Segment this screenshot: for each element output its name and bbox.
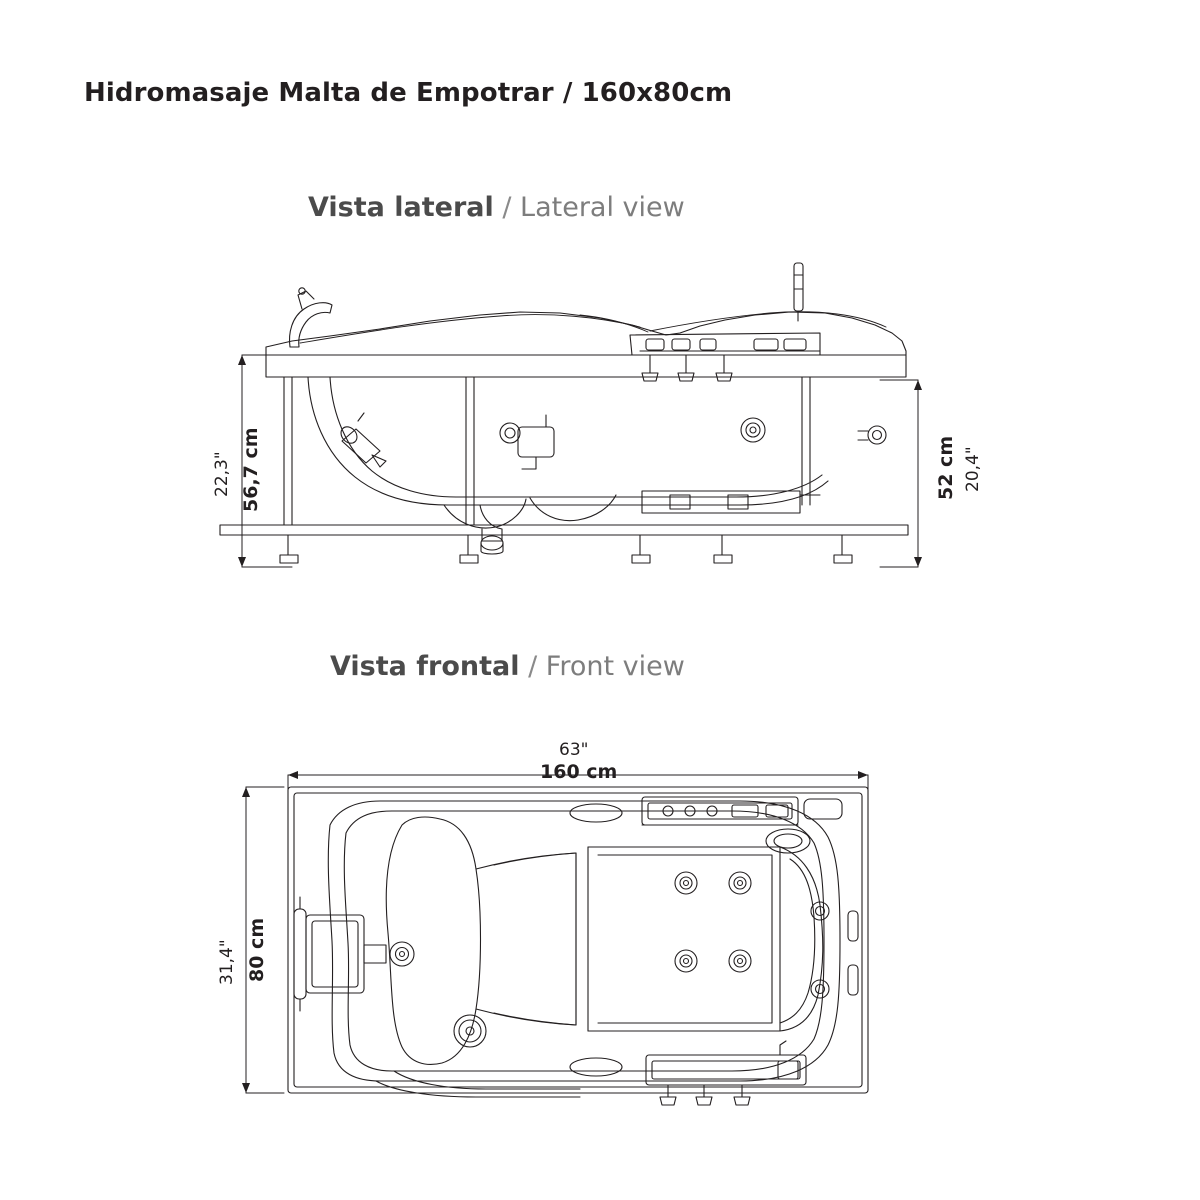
frontal-depth-label-inches: 31,4" bbox=[217, 939, 237, 985]
frontal-width-label-cm: 160 cm bbox=[540, 761, 618, 783]
lateral-height-label-cm: 56,7 cm bbox=[240, 427, 262, 512]
lateral-view-drawing bbox=[180, 255, 1020, 595]
side-fixture-left bbox=[294, 897, 414, 1011]
tub-footwell bbox=[780, 847, 823, 1031]
section-heading-lateral-separator: / bbox=[493, 192, 521, 223]
control-panel-bottom bbox=[570, 1041, 806, 1105]
tub-outer-outline bbox=[288, 787, 868, 1093]
tub-floor-panel bbox=[588, 847, 780, 1031]
air-blower bbox=[500, 415, 554, 469]
pump-motor bbox=[338, 413, 386, 467]
support-frame bbox=[220, 377, 908, 535]
frontal-depth-label-cm: 80 cm bbox=[246, 917, 268, 982]
section-heading-lateral-en: Lateral view bbox=[520, 192, 685, 223]
section-heading-lateral bbox=[308, 192, 685, 223]
control-panel-cluster bbox=[630, 333, 820, 355]
plumbing-tray bbox=[642, 491, 820, 513]
drain-outlet-top bbox=[454, 1015, 486, 1047]
section-heading-frontal bbox=[330, 651, 685, 682]
side-grip-right bbox=[848, 911, 858, 995]
hydromassage-jets-top bbox=[675, 872, 829, 998]
lateral-height-right-label-cm: 52 cm bbox=[935, 435, 957, 500]
tub-seating-contour bbox=[386, 817, 588, 1064]
tub-interior-profile bbox=[308, 377, 828, 528]
frontal-width-label-inches: 63" bbox=[559, 740, 589, 760]
section-heading-frontal-es: Vista frontal bbox=[330, 651, 520, 682]
hydromassage-jets bbox=[741, 418, 886, 444]
lateral-height-right-label-inches: 20,4" bbox=[963, 446, 983, 492]
tub-side-profile bbox=[266, 312, 906, 377]
adjustable-feet bbox=[280, 535, 852, 563]
lateral-height-label-inches: 22,3" bbox=[212, 451, 232, 497]
tub-inner-basin bbox=[328, 801, 840, 1081]
drain-assembly bbox=[480, 505, 503, 554]
section-heading-frontal-separator: / bbox=[519, 651, 546, 682]
section-heading-frontal-en: Front view bbox=[545, 651, 685, 682]
page-title: Hidromasaje Malta de Empotrar / 160x80cm bbox=[84, 78, 733, 108]
section-heading-lateral-es: Vista lateral bbox=[308, 192, 494, 223]
dimension-line-lateral-height-right bbox=[880, 380, 922, 567]
